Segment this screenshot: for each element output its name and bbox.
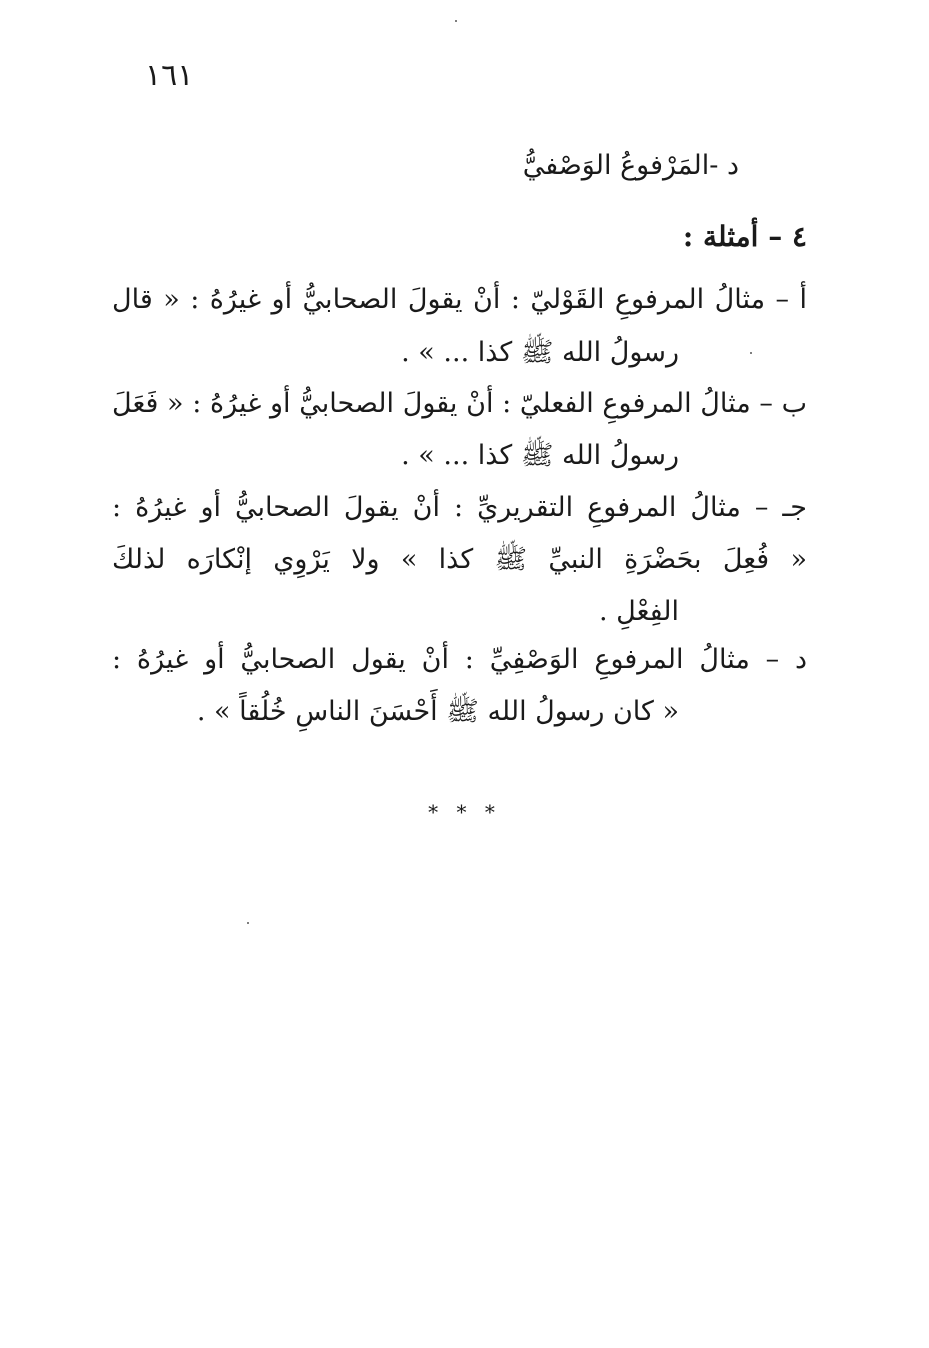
example-a-line-2: رسولُ الله ﷺ كذا ... » .: [401, 337, 679, 368]
section-heading: ٤ – أمثلة :: [682, 220, 807, 253]
example-c-line-1: جـ – مثالُ المرفوعِ التقريريِّ : أنْ يقولَ الصحابيُّ أو غيرُهُ :: [112, 492, 807, 523]
example-b-line-1: ب – مثالُ المرفوعِ الفعليّ : أنْ يقولَ الصحابيُّ أو غيرُهُ : « فَعَلَ: [112, 388, 807, 419]
scan-speck: [750, 352, 752, 354]
section-separator: * * *: [428, 800, 501, 824]
example-d-line-2: « كان رسولُ الله ﷺ أَحْسَنَ الناسِ خُلُقاً » .: [196, 696, 679, 727]
example-c-line-3: الفِعْلِ .: [598, 596, 679, 627]
page-number: ١٦١: [145, 58, 194, 93]
scan-speck: [455, 20, 457, 22]
example-d-line-1: د – مثالُ المرفوعِ الوَصْفِيِّ : أنْ يقول الصحابيُّ أو غيرُهُ :: [112, 644, 807, 675]
example-b-line-2: رسولُ الله ﷺ كذا ... » .: [401, 440, 679, 471]
scan-speck: [247, 922, 249, 924]
example-c-line-2: « فُعِلَ بحَضْرَةِ النبيِّ ﷺ كذا » ولا يَرْوِي إنْكارَه لذلكَ: [112, 544, 807, 575]
top-item: د -المَرْفوعُ الوَصْفيُّ: [522, 150, 739, 181]
example-a-line-1: أ – مثالُ المرفوعِ القَوْليّ : أنْ يقولَ الصحابيُّ أو غيرُهُ : « قال: [112, 284, 807, 315]
